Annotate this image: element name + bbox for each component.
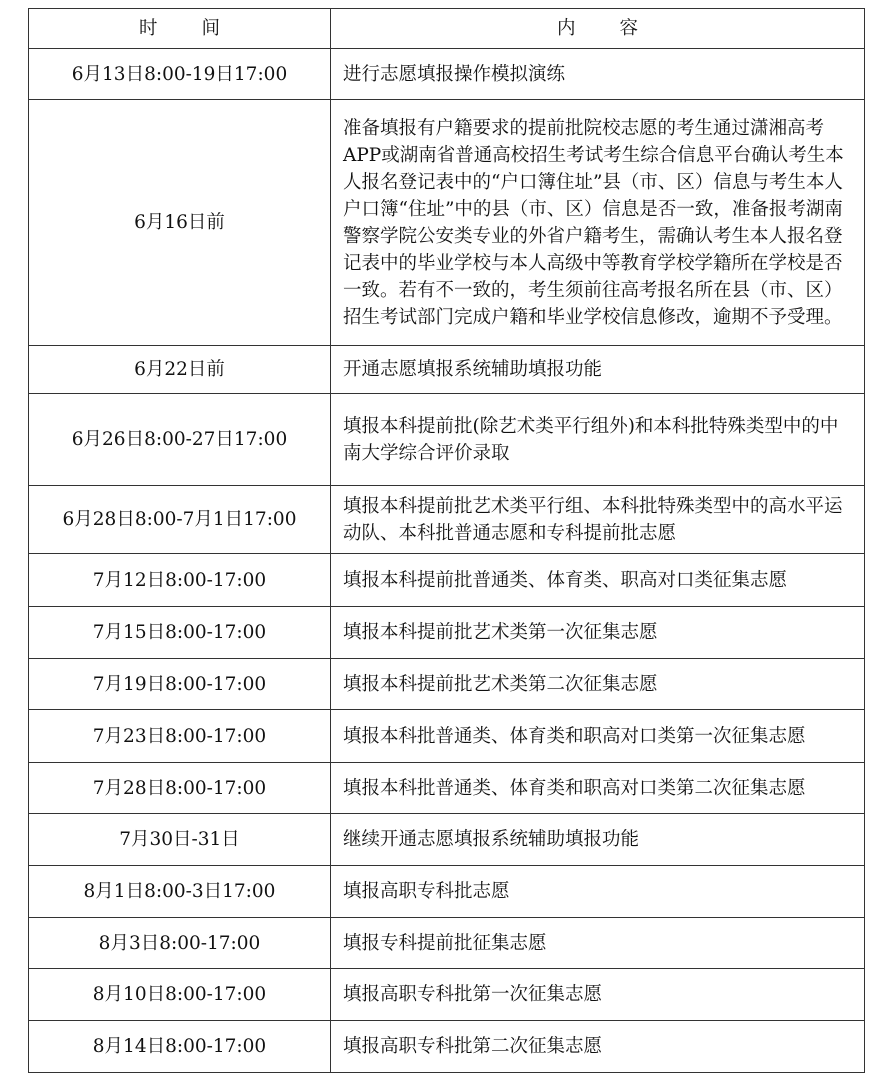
table-row bbox=[29, 969, 865, 1021]
row-content: 填报高职专科批第二次征集志愿 bbox=[331, 1021, 865, 1073]
row-time: 7月15日8:00-17:00 bbox=[29, 607, 331, 659]
row-time: 7月30日-31日 bbox=[29, 814, 331, 866]
table-row bbox=[29, 1021, 865, 1073]
row-content: 准备填报有户籍要求的提前批院校志愿的考生通过潇湘高考APP或湖南省普通高校招生考试考生综合信息平台确认考生本人报名登记表中的“户口簿住址”县（市、区）信息与考生本人户口簿“住址”中的县（市、区）信息是否一致，准备报考湖南警察学院公安类专业的外省户籍考生，需确认考生本人报名登记表中的毕业学校与本人高级中等教育学校学籍所在学校是否一致。若有不一致的，考生须前往高考报名所在县（市、区）招生考试部门完成户籍和毕业学校信息修改，逾期不予受理。 bbox=[331, 100, 865, 346]
table-row bbox=[29, 659, 865, 710]
row-content: 填报本科提前批艺术类平行组、本科批特殊类型中的高水平运动队、本科批普通志愿和专科提前批志愿 bbox=[331, 486, 865, 554]
row-content: 填报高职专科批第一次征集志愿 bbox=[331, 969, 865, 1021]
row-content: 填报本科批普通类、体育类和职高对口类第一次征集志愿 bbox=[331, 710, 865, 763]
row-content: 进行志愿填报操作模拟演练 bbox=[331, 49, 865, 100]
row-time: 8月3日8:00-17:00 bbox=[29, 918, 331, 969]
table-row bbox=[29, 866, 865, 918]
row-content: 填报本科提前批艺术类第一次征集志愿 bbox=[331, 607, 865, 659]
row-content: 填报专科提前批征集志愿 bbox=[331, 918, 865, 969]
row-content: 填报本科提前批普通类、体育类、职高对口类征集志愿 bbox=[331, 554, 865, 607]
row-content: 填报高职专科批志愿 bbox=[331, 866, 865, 918]
table-row bbox=[29, 554, 865, 607]
row-content: 填报本科批普通类、体育类和职高对口类第二次征集志愿 bbox=[331, 763, 865, 814]
row-time: 7月23日8:00-17:00 bbox=[29, 710, 331, 763]
row-time: 6月16日前 bbox=[29, 100, 331, 346]
row-time: 8月14日8:00-17:00 bbox=[29, 1021, 331, 1073]
column-header-time: 时间 bbox=[29, 9, 331, 49]
table-row bbox=[29, 394, 865, 486]
row-time: 6月28日8:00-7月1日17:00 bbox=[29, 486, 331, 554]
row-content: 继续开通志愿填报系统辅助填报功能 bbox=[331, 814, 865, 866]
row-content: 开通志愿填报系统辅助填报功能 bbox=[331, 346, 865, 394]
column-header-content: 内容 bbox=[331, 9, 865, 49]
schedule-table bbox=[28, 8, 865, 1073]
row-time: 6月26日8:00-27日17:00 bbox=[29, 394, 331, 486]
table-row bbox=[29, 100, 865, 346]
row-time: 7月19日8:00-17:00 bbox=[29, 659, 331, 710]
row-time: 6月13日8:00-19日17:00 bbox=[29, 49, 331, 100]
row-time: 8月10日8:00-17:00 bbox=[29, 969, 331, 1021]
table-row bbox=[29, 918, 865, 969]
row-time: 7月28日8:00-17:00 bbox=[29, 763, 331, 814]
table-row bbox=[29, 814, 865, 866]
row-content: 填报本科提前批艺术类第二次征集志愿 bbox=[331, 659, 865, 710]
table-row bbox=[29, 763, 865, 814]
row-content: 填报本科提前批(除艺术类平行组外)和本科批特殊类型中的中南大学综合评价录取 bbox=[331, 394, 865, 486]
row-time: 6月22日前 bbox=[29, 346, 331, 394]
row-time: 7月12日8:00-17:00 bbox=[29, 554, 331, 607]
table-row bbox=[29, 49, 865, 100]
table-header-row bbox=[29, 9, 865, 49]
table-row bbox=[29, 486, 865, 554]
table-row bbox=[29, 607, 865, 659]
table-row bbox=[29, 346, 865, 394]
table-row bbox=[29, 710, 865, 763]
row-time: 8月1日8:00-3日17:00 bbox=[29, 866, 331, 918]
